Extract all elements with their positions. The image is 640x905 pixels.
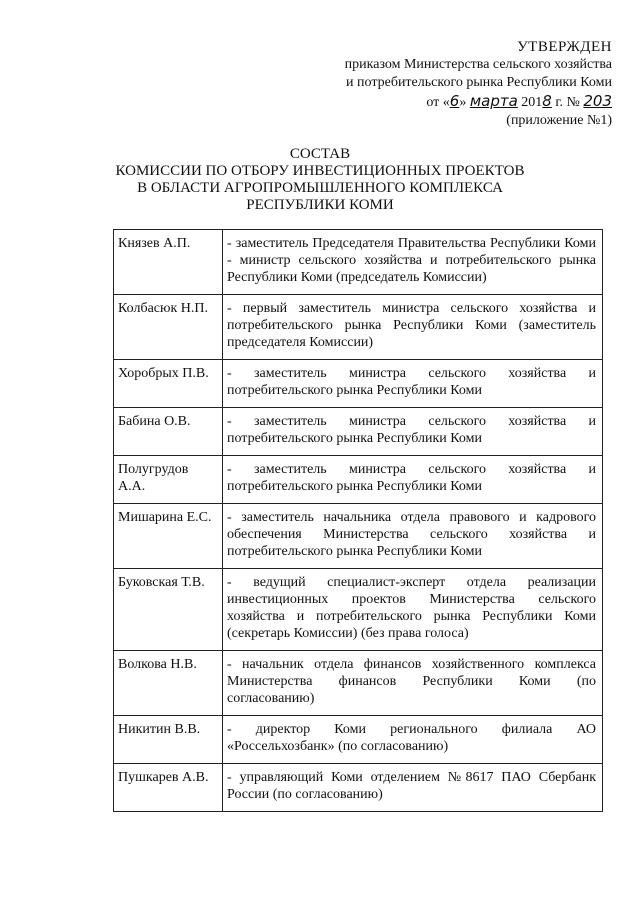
- title-line-4: РЕСПУБЛИКИ КОМИ: [246, 197, 394, 213]
- table-row: [114, 295, 603, 360]
- member-name: Мишарина Е.С.: [114, 504, 223, 569]
- table-row: [114, 569, 603, 651]
- member-role: - заместитель министра сельского хозяйства и потребительского рынка Республики Коми: [223, 360, 603, 408]
- approval-date-line: [345, 92, 612, 112]
- member-role: - заместитель Председателя Правительства Республики Коми - министр сельского хозяйства и потребительского рынка Республики Коми (председатель Комиссии): [223, 230, 603, 295]
- members-table: [113, 229, 603, 812]
- member-name: Волкова Н.В.: [114, 651, 223, 716]
- table-row: [114, 408, 603, 456]
- table-row: [114, 230, 603, 295]
- table-row: [114, 456, 603, 504]
- member-name: Никитин В.В.: [114, 716, 223, 764]
- table-row: [114, 716, 603, 764]
- member-role: - первый заместитель министра сельского хозяйства и потребительского рынка Республики Коми (заместитель председателя Комиссии): [223, 295, 603, 360]
- member-name: Колбасюк Н.П.: [114, 295, 223, 360]
- table-row: [114, 651, 603, 716]
- member-role: - заместитель министра сельского хозяйства и потребительского рынка Республики Коми: [223, 456, 603, 504]
- table-row: [114, 764, 603, 812]
- date-prefix: от «: [426, 95, 450, 110]
- date-mid: »: [459, 95, 467, 110]
- appendix-label: (приложение №1): [506, 113, 612, 128]
- order-number: 203: [583, 92, 612, 110]
- member-name: Полугрудов А.А.: [114, 456, 223, 504]
- approved-label: УТВЕРЖДЕН: [517, 39, 612, 55]
- document-title: [0, 146, 640, 214]
- approval-stamp: [345, 38, 612, 130]
- approval-line-2: и потребительского рынка Республики Коми: [346, 75, 612, 90]
- member-role: - заместитель министра сельского хозяйства и потребительского рынка Республики Коми: [223, 408, 603, 456]
- date-year-suffix: 8: [542, 92, 552, 110]
- title-line-3: В ОБЛАСТИ АГРОПРОМЫШЛЕННОГО КОМПЛЕКСА: [137, 180, 503, 196]
- member-name: Бабина О.В.: [114, 408, 223, 456]
- table-row: [114, 360, 603, 408]
- member-role: - управляющий Коми отделением №8617 ПАО Сбербанк России (по согласованию): [223, 764, 603, 812]
- date-month: марта: [469, 92, 518, 110]
- member-name: Хоробрых П.В.: [114, 360, 223, 408]
- member-name: Пушкарев А.В.: [114, 764, 223, 812]
- date-number-prefix: г. №: [555, 95, 580, 110]
- title-line-1: СОСТАВ: [289, 146, 351, 162]
- member-role: - начальник отдела финансов хозяйственного комплекса Министерства финансов Республики Коми (по согласованию): [223, 651, 603, 716]
- date-day: 6: [449, 92, 460, 110]
- date-year-prefix: 201: [521, 95, 543, 110]
- member-role: - заместитель начальника отдела правового и кадрового обеспечения Министерства сельского хозяйства и потребительского рынка Республики Коми: [223, 504, 603, 569]
- member-name: Князев А.П.: [114, 230, 223, 295]
- title-line-2: КОМИССИИ ПО ОТБОРУ ИНВЕСТИЦИОННЫХ ПРОЕКТОВ: [115, 163, 525, 179]
- member-role: - ведущий специалист-эксперт отдела реализации инвестиционных проектов Министерства сельского хозяйства и потребительского рынка Республики Коми (секретарь Комиссии) (без права голоса): [223, 569, 603, 651]
- table-row: [114, 504, 603, 569]
- member-role: - директор Коми регионального филиала АО «Россельхозбанк» (по согласованию): [223, 716, 603, 764]
- member-name: Буковская Т.В.: [114, 569, 223, 651]
- approval-line-1: приказом Министерства сельского хозяйства: [344, 57, 612, 72]
